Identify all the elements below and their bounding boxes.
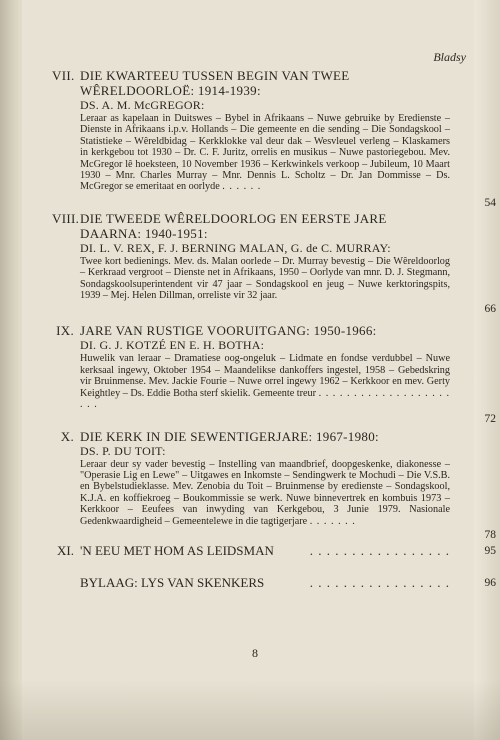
toc-entry-x: [60, 428, 496, 541]
chapter-page-number: 54: [484, 196, 496, 209]
chapter-title: JARE VAN RUSTIGE VOORUITGANG: 1950-1966:: [80, 323, 377, 339]
page-right-edge: [474, 0, 500, 740]
chapter-summary: Twee kort bedienings. Mev. ds. Malan oorlede – Dr. Murray bevestig – Die Wêreldoorlog – Kerkraad vergroot – Dienste net in Afrikaans, 1950 – Oorlyde van mnr. D. J. Stegmann, Sondagskoolsuperintendent vir 47 jaar – Sondagskool en jeug – Nuwe kerktoringspits, 1939 – Mej. Helen Dillman, orreliste vir 32 jaar.: [80, 255, 450, 302]
page-folio-number: 8: [252, 646, 258, 660]
page-binding-edge: [0, 0, 22, 740]
toc-entry-xi: XI. 'N EEU MET HOM AS LEIDSMAN . . . . . . . . . . . . . . . . . 95: [80, 543, 450, 559]
toc-entry-appendix: BYLAAG: LYS VAN SKENKERS . . . . . . . . . . . . . . . . . 96: [80, 574, 496, 590]
chapter-number: IX.: [56, 323, 74, 339]
page-bottom-shadow: [0, 680, 500, 740]
table-of-contents: [52, 68, 496, 601]
appendix-title: BYLAAG: LYS VAN SKENKERS: [80, 574, 265, 590]
toc-entry-vii: [52, 68, 496, 209]
chapter-page-number: 72: [484, 412, 496, 425]
toc-entry-viii: [52, 210, 496, 316]
chapter-number: X.: [60, 428, 74, 444]
chapter-page-number: 78: [484, 528, 496, 541]
chapter-title: DIE KWARTEEU TUSSEN BEGIN VAN TWEE WÊRELDOORLOË: 1914-1939:: [80, 68, 350, 98]
chapter-title: DIE KERK IN DIE SEWENTIGERJARE: 1967-1980:: [80, 428, 379, 444]
chapter-summary: Leraar deur sy vader bevestig – Instelling van maandbrief, doopgeskenke, diakonesse – "Operasie Lig en Lewe" – Uitgawes en Inkomste – Sendingwerk te Mochudi – Die V.S.B. en Bybelstudieklasse. Mev. Zenobia du Toit – Bruinmense by eredienste – Sondagskool, K.J.A. en koffiekroeg – Boukommissie se werk. Nuwe binnevertrek en kombuis 1973 – Kerkkoor – Eeufees van inwyding van Kerkgebou, 3 Junie 1979. Nasionale Gedenkwaardigheid – Gemeentelewe in die tagtigerjare . . . . . . .: [80, 458, 450, 527]
chapter-number: VII.: [52, 68, 75, 83]
book-page: [40, 0, 496, 740]
chapter-number: XI.: [57, 542, 74, 558]
chapter-page-number: 95: [484, 544, 496, 557]
chapter-summary: Leraar as kapelaan in Duitswes – Bybel in Afrikaans – Nuwe gebruike by Eredienste – Dienste in Afrikaans i.p.v. Hollands – Die gemeente en die sending – Die Sondagskool – Statistieke – Wêreldbidag – Kerkklokke val deur dak – Wesvleuel verleng – Klaskamers in kerkgebou tot 1930 – Dr. C. F. Juritz, orrelis en musikus – Nuwe pastoriegebou. Mev. McGregor lê hoeksteen, 10 November 1936 – Kerkwinkels verkoop – Jubileum, 10 Maart 1930 – Mnr. Charles Murray – Mnr. Dennis L. Scholtz – Dr. Jan Dommisse – Ds. McGregor se emeritaat en oorlyde . . . . . .: [80, 113, 450, 193]
chapter-number: VIII.: [52, 210, 80, 226]
chapter-title: DIE TWEEDE WÊRELDOORLOG EN EERSTE JARE DAARNA: 1940-1951:: [80, 210, 387, 241]
toc-entry-ix: [56, 323, 496, 425]
chapter-ministers: DS. P. DU TOIT:: [80, 443, 166, 458]
chapter-ministers: DI. G. J. KOTZÉ EN E. H. BOTHA:: [80, 338, 265, 353]
appendix-page-number: 96: [484, 576, 496, 589]
chapter-page-number: 66: [484, 303, 496, 316]
chapter-title: 'N EEU MET HOM AS LEIDSMAN: [80, 542, 274, 558]
chapter-ministers: DI. L. V. REX, F. J. BERNING MALAN, G. de C. MURRAY:: [80, 240, 391, 255]
page-column-label: Bladsy: [433, 50, 466, 64]
chapter-summary: Huwelik van leraar – Dramatiese oog-ongeluk – Lidmate en fondse verdubbel – Nuwe kerksaal ingewy, Oktober 1954 – Maandelikse dankoffers ingestel, 1958 – Gebedskring vir Bruinmense. Mev. Jackie Fourie – Nuwe orrel ingewy 1962 – Kerkkoor en mev. Gerty Keightley – Ds. Eddie Botha sterf skielik. Gemeente treur . . . . . . . . . . . . . . . . . . . . . .: [80, 353, 451, 411]
chapter-ministers: DS. A. M. McGREGOR:: [80, 98, 205, 112]
